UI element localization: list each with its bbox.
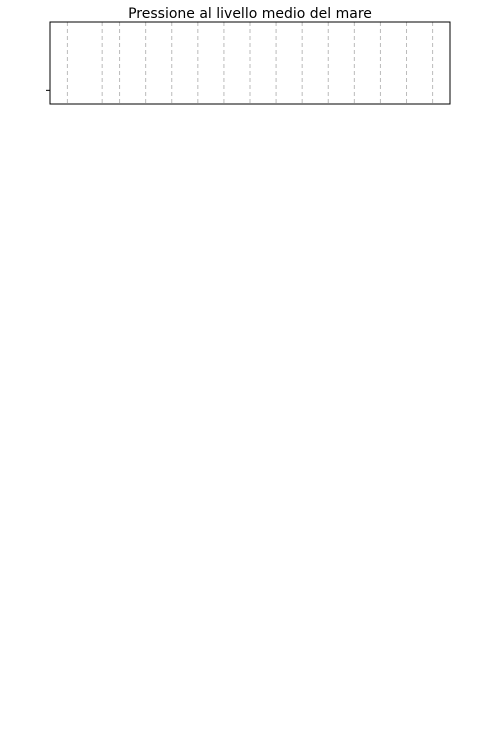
pressure-title: Pressione al livello medio del mare	[128, 6, 372, 22]
pressure-frame	[50, 22, 450, 104]
